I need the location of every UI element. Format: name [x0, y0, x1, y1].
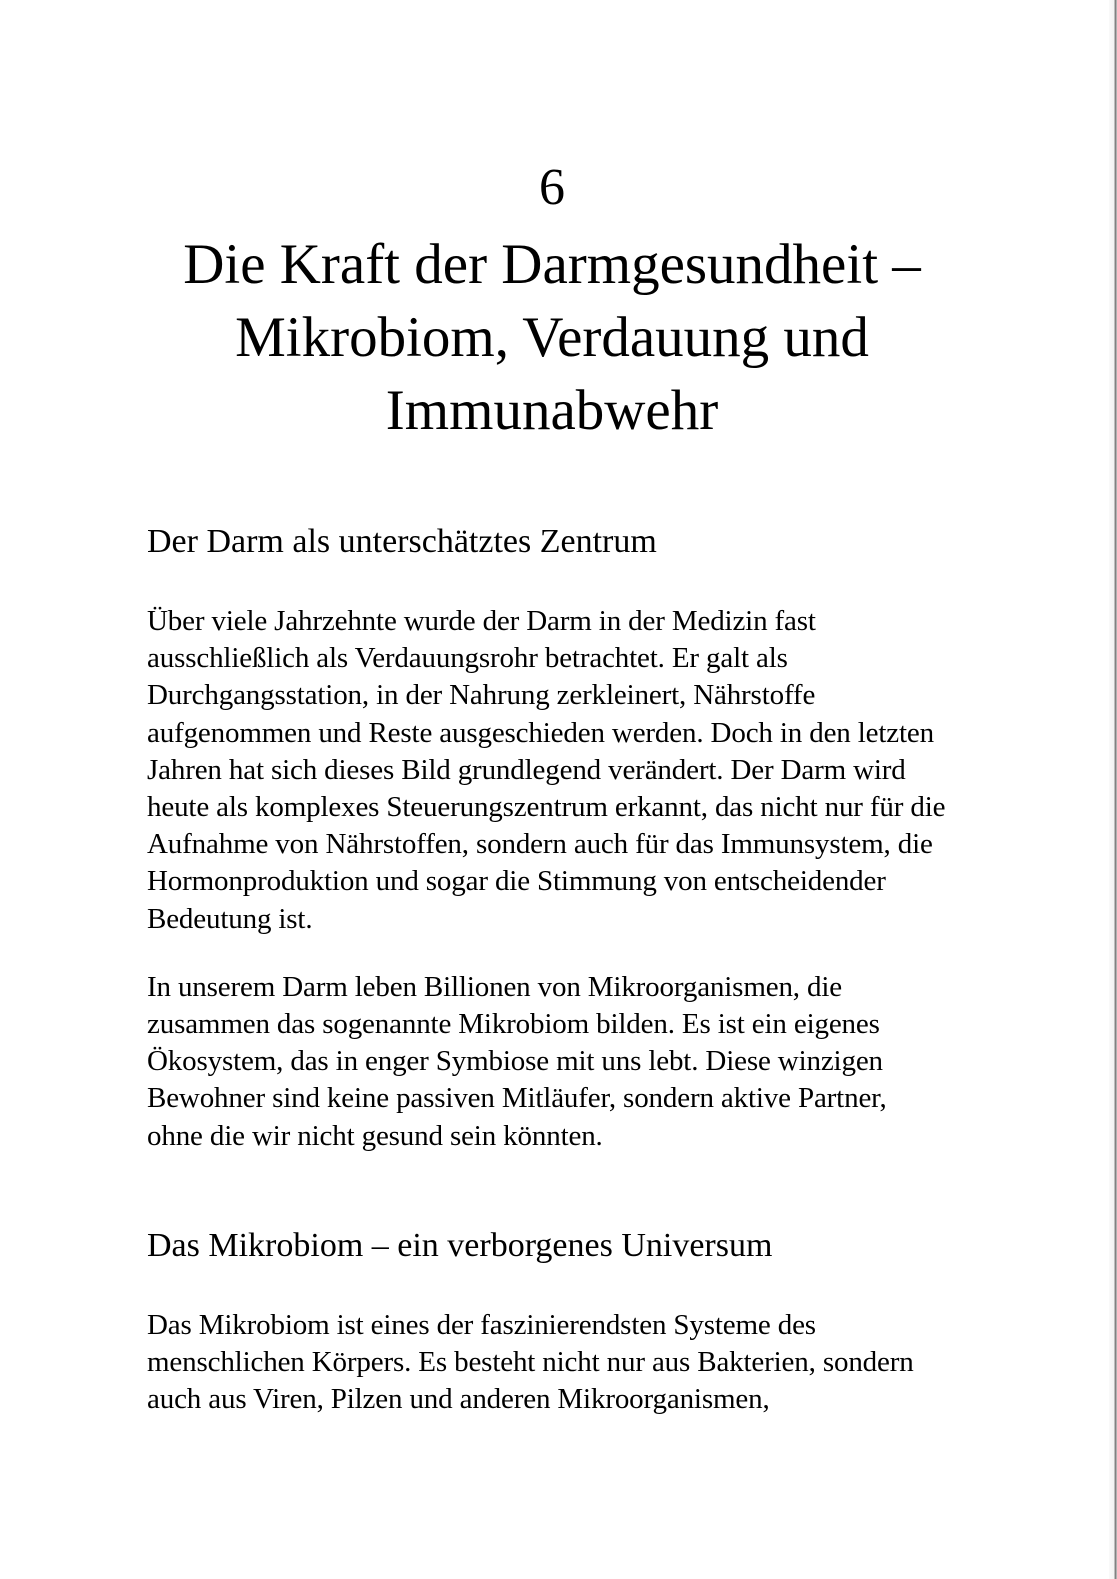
body-paragraph: Das Mikrobiom ist eines der faszinierendsten Systeme des menschlichen Körpers. Es besteht nicht nur aus Bakterien, sondern auch aus Viren, Pilzen und anderen Mikroorganismen,: [147, 1308, 914, 1416]
chapter-title: [120, 228, 984, 447]
chapter-title-line: Mikrobiom, Verdauung und: [235, 306, 869, 369]
section-heading: Der Darm als unterschätztes Zentrum: [147, 523, 657, 560]
chapter-title-line: Die Kraft der Darmgesundheit –: [183, 233, 921, 296]
section-heading: Das Mikrobiom – ein verborgenes Universum: [147, 1226, 773, 1264]
page-edge-scrollbar[interactable]: [1109, 0, 1117, 1579]
chapter-body: [147, 520, 947, 1418]
body-paragraph: In unserem Darm leben Billionen von Mikroorganismen, die zusammen das sogenannte Mikrobiom bilden. Es ist ein eigenes Ökosystem, das in enger Symbiose mit uns lebt. Diese winzigen Bewohner sind keine passiven Mitläufer, sondern aktive Partner, ohne die wir nicht gesund sein könnten.: [147, 970, 887, 1152]
chapter-number: 6: [539, 159, 565, 216]
chapter-title-line: Immunabwehr: [385, 379, 719, 442]
body-paragraph: Über viele Jahrzehnte wurde der Darm in der Medizin fast ausschließlich als Verdauungsrohr betrachtet. Er galt als Durchgangsstation, in der Nahrung zerkleinert, Nährstoffe aufgenommen und Reste ausgeschieden werden. Doch in den letzten Jahren hat sich dieses Bild grundlegend verändert. Der Darm wird heute als komplexes Steuerungszentrum erkannt, das nicht nur für die Aufnahme von Nährstoffen, sondern auch für das Immunsystem, die Hormonproduktion und sogar die Stimmung von entscheidender Bedeutung ist.: [147, 605, 946, 935]
